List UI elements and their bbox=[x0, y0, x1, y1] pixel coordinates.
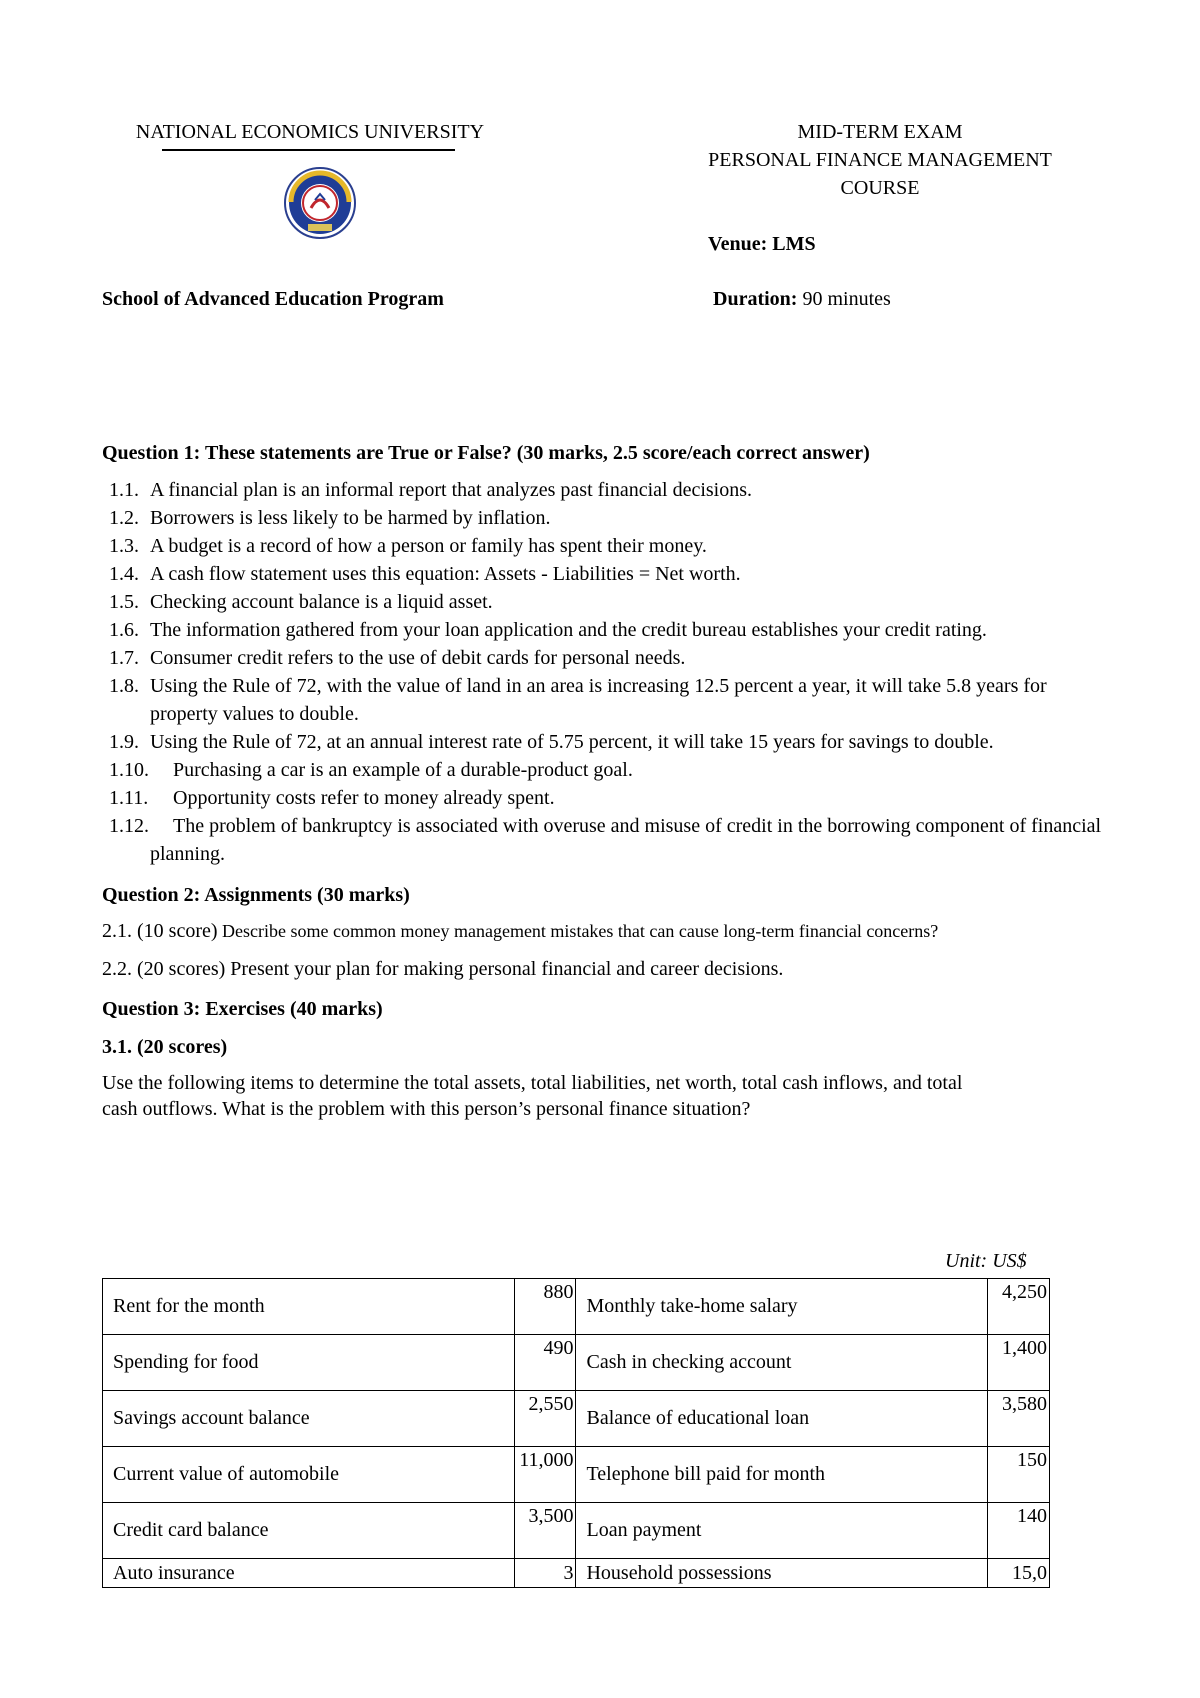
exam-title-line: PERSONAL FINANCE MANAGEMENT bbox=[708, 149, 1052, 171]
table-label-cell: Rent for the month bbox=[103, 1279, 515, 1335]
question1-item-text: Using the Rule of 72, at an annual interest rate of 5.75 percent, it will take 15 years for savings to double. bbox=[150, 731, 994, 753]
question1-item-number: 1.1. bbox=[109, 479, 139, 501]
question1-item bbox=[102, 588, 1102, 616]
question1-item bbox=[102, 504, 1102, 532]
exam-title bbox=[655, 118, 1105, 202]
table-value-cell: 150 bbox=[988, 1447, 1050, 1503]
exam-body bbox=[102, 440, 1102, 1134]
university-underline bbox=[162, 149, 455, 151]
duration-label: Duration: bbox=[713, 288, 798, 310]
question1-item-text: A financial plan is an informal report that analyzes past financial decisions. bbox=[150, 479, 753, 501]
table-value-cell: 880 bbox=[514, 1279, 576, 1335]
question1-item bbox=[102, 616, 1102, 644]
question1-item-number: 1.5. bbox=[109, 591, 139, 613]
question1-item bbox=[102, 812, 1102, 868]
table-label-cell: Cash in checking account bbox=[576, 1335, 988, 1391]
question1-item-number: 1.4. bbox=[109, 563, 139, 585]
question1-item-text: Borrowers is less likely to be harmed by inflation. bbox=[150, 507, 551, 529]
table-label-cell: Telephone bill paid for month bbox=[576, 1447, 988, 1503]
table-row bbox=[103, 1279, 1050, 1335]
table-label-cell: Household possessions bbox=[576, 1559, 988, 1588]
question1-item-number: 1.6. bbox=[109, 619, 139, 641]
table-row bbox=[103, 1391, 1050, 1447]
university-seal-icon bbox=[283, 166, 357, 240]
table-row bbox=[103, 1335, 1050, 1391]
question1-list bbox=[102, 476, 1102, 868]
question1-item-number: 1.10. bbox=[109, 759, 149, 781]
question1-item-text: Purchasing a car is an example of a durable-product goal. bbox=[173, 759, 633, 781]
question1-item bbox=[102, 644, 1102, 672]
table-value-cell: 3 bbox=[514, 1559, 576, 1588]
unit-label: Unit: US$ bbox=[945, 1250, 1027, 1272]
question1-item-number: 1.11. bbox=[109, 787, 149, 809]
question2-item1-text: Describe some common money management mistakes that can cause long-term financial concerns? bbox=[217, 921, 939, 941]
table-row bbox=[103, 1447, 1050, 1503]
question1-item-number: 1.9. bbox=[109, 731, 139, 753]
school-name: School of Advanced Education Program bbox=[102, 288, 444, 310]
table-label-cell: Current value of automobile bbox=[103, 1447, 515, 1503]
question3-heading: Question 3: Exercises (40 marks) bbox=[102, 998, 383, 1020]
question2-item2: 2.2. (20 scores) Present your plan for making personal financial and career decisions. bbox=[102, 958, 784, 980]
question1-item-number: 1.3. bbox=[109, 535, 139, 557]
question1-item bbox=[102, 756, 1102, 784]
question1-item-text: A budget is a record of how a person or family has spent their money. bbox=[150, 535, 707, 557]
table-value-cell: 1,400 bbox=[988, 1335, 1050, 1391]
table-label-cell: Auto insurance bbox=[103, 1559, 515, 1588]
question2-item1-lead: 2.1. (10 score) bbox=[102, 920, 218, 942]
question1-item bbox=[102, 560, 1102, 588]
university-name: NATIONAL ECONOMICS UNIVERSITY bbox=[135, 121, 485, 143]
question1-item-text: Using the Rule of 72, with the value of land in an area is increasing 12.5 percent a year, it will take 5.8 years for property values to double. bbox=[150, 675, 1047, 725]
table-value-cell: 3,580 bbox=[988, 1391, 1050, 1447]
question1-item-text: A cash flow statement uses this equation: Assets - Liabilities = Net worth. bbox=[150, 563, 741, 585]
table-label-cell: Loan payment bbox=[576, 1503, 988, 1559]
exam-title-line: MID-TERM EXAM bbox=[797, 121, 963, 143]
table-value-cell: 490 bbox=[514, 1335, 576, 1391]
exam-title-line: COURSE bbox=[840, 177, 920, 199]
table-label-cell: Savings account balance bbox=[103, 1391, 515, 1447]
question1-item bbox=[102, 728, 1102, 756]
question1-item-number: 1.2. bbox=[109, 507, 139, 529]
table-row bbox=[103, 1503, 1050, 1559]
table-value-cell: 140 bbox=[988, 1503, 1050, 1559]
venue: Venue: LMS bbox=[708, 233, 816, 255]
question3-subheading: 3.1. (20 scores) bbox=[102, 1036, 228, 1058]
question1-item-text: Checking account balance is a liquid asset. bbox=[150, 591, 493, 613]
table-value-cell: 2,550 bbox=[514, 1391, 576, 1447]
table-value-cell: 4,250 bbox=[988, 1279, 1050, 1335]
question3-prompt: Use the following items to determine the total assets, total liabilities, net worth, total cash inflows, and total cash outflows. What is the problem with this person’s personal finance situation? bbox=[102, 1072, 963, 1120]
table-label-cell: Spending for food bbox=[103, 1335, 515, 1391]
table-label-cell: Credit card balance bbox=[103, 1503, 515, 1559]
question1-item-text: The problem of bankruptcy is associated with overuse and misuse of credit in the borrowing component of financial planning. bbox=[150, 815, 1102, 865]
duration-value: 90 minutes bbox=[797, 288, 891, 310]
question1-item-text: The information gathered from your loan application and the credit bureau establishes your credit rating. bbox=[150, 619, 987, 641]
table-label-cell: Monthly take-home salary bbox=[576, 1279, 988, 1335]
question1-item-number: 1.7. bbox=[109, 647, 139, 669]
question1-item bbox=[102, 476, 1102, 504]
question1-item-text: Opportunity costs refer to money already spent. bbox=[173, 787, 555, 809]
question1-item-number: 1.8. bbox=[109, 675, 139, 697]
question1-item-number: 1.12. bbox=[109, 815, 149, 837]
finance-items-table bbox=[102, 1278, 1050, 1588]
table-value-cell: 15,0 bbox=[988, 1559, 1050, 1588]
table-value-cell: 11,000 bbox=[514, 1447, 576, 1503]
question1-item bbox=[102, 672, 1102, 728]
question1-heading: Question 1: These statements are True or False? (30 marks, 2.5 score/each correct answer) bbox=[102, 442, 870, 464]
question1-item bbox=[102, 784, 1102, 812]
table-label-cell: Balance of educational loan bbox=[576, 1391, 988, 1447]
question1-item bbox=[102, 532, 1102, 560]
question1-item-text: Consumer credit refers to the use of debit cards for personal needs. bbox=[150, 647, 686, 669]
question2-item1 bbox=[102, 918, 1102, 944]
table-value-cell: 3,500 bbox=[514, 1503, 576, 1559]
duration bbox=[713, 285, 891, 313]
table-row bbox=[103, 1559, 1050, 1588]
question2-heading: Question 2: Assignments (30 marks) bbox=[102, 884, 410, 906]
